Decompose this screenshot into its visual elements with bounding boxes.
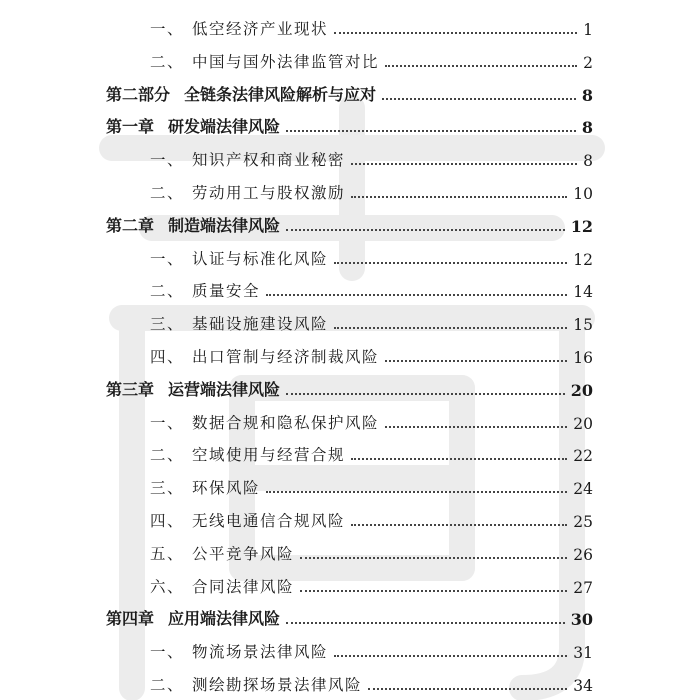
toc-entry-number: 四、: [150, 512, 185, 530]
toc-page-number: 10: [573, 185, 593, 203]
toc-entry-title: 中国与国外法律监管对比: [192, 52, 380, 71]
toc-page-number: 34: [573, 677, 593, 695]
toc-entry-number: 第二部分: [106, 84, 171, 104]
toc-dot-leader: [351, 458, 567, 460]
toc-entry[interactable]: [106, 603, 593, 629]
toc-entry[interactable]: [150, 275, 593, 301]
toc-page-number: 30: [570, 610, 593, 630]
toc-entry-number: 第一章: [106, 117, 155, 137]
toc-entry[interactable]: [106, 111, 593, 137]
toc-dot-leader: [382, 98, 576, 100]
toc-entry-title: 劳动用工与股权激励: [192, 184, 346, 202]
toc-dot-leader: [351, 524, 567, 526]
toc-entry-number: 三、: [150, 315, 185, 334]
toc-dot-leader: [334, 327, 567, 329]
toc-entry[interactable]: [150, 669, 593, 695]
toc-dot-leader: [385, 65, 577, 67]
toc-entry-title: 制造端法律风险: [168, 215, 281, 235]
toc-entry-number: 二、: [150, 52, 185, 71]
toc-page-number: 12: [573, 250, 593, 269]
toc-entry[interactable]: [150, 472, 593, 498]
toc-entry-number: 二、: [150, 446, 185, 465]
toc-page-number: 1: [583, 21, 593, 39]
toc-page-number: 12: [570, 216, 593, 236]
toc-page-number: 31: [573, 644, 593, 663]
toc-dot-leader: [334, 262, 567, 264]
toc-page-number: 25: [573, 513, 593, 531]
toc-dot-leader: [334, 32, 577, 34]
toc-entry[interactable]: [150, 571, 593, 597]
toc-dot-leader: [300, 557, 567, 559]
toc-entry-title: 数据合规和隐私保护风险: [192, 413, 380, 432]
toc-entry-number: 第二章: [106, 215, 155, 235]
toc-entry-title: 无线电通信合规风险: [192, 512, 346, 530]
toc-dot-leader: [286, 229, 565, 231]
toc-dot-leader: [300, 590, 567, 592]
toc-entry-title: 空域使用与经营合规: [192, 446, 346, 465]
toc-entry-title: 合同法律风险: [192, 577, 295, 596]
toc-page-number: 8: [581, 118, 593, 138]
toc-page-number: 8: [583, 152, 593, 171]
toc-dot-leader: [266, 491, 567, 493]
toc-dot-leader: [385, 360, 567, 362]
toc-page-number: 22: [573, 447, 593, 466]
toc-entry-number: 五、: [150, 544, 185, 563]
toc-entry-title: 质量安全: [192, 282, 261, 301]
toc-page-number: 15: [573, 316, 593, 335]
toc-entry-title: 低空经济产业现状: [192, 20, 329, 38]
toc-entry-title: 公平竞争风险: [192, 544, 295, 563]
toc-dot-leader: [334, 655, 567, 657]
toc-entry-title: 全链条法律风险解析与应对: [184, 84, 377, 104]
toc-entry-title: 基础设施建设风险: [192, 315, 329, 334]
toc-dot-leader: [385, 426, 567, 428]
toc-page-number: 24: [573, 480, 593, 499]
toc-entry-number: 第四章: [106, 609, 155, 629]
toc-dot-leader: [286, 622, 565, 624]
toc-dot-leader: [351, 196, 567, 198]
toc-entry-title: 认证与标准化风险: [192, 249, 329, 268]
toc-entry-title: 研发端法律风险: [168, 117, 281, 137]
toc-entry[interactable]: [150, 243, 593, 269]
toc-page-number: 27: [573, 578, 593, 597]
toc-entry-title: 应用端法律风险: [168, 609, 281, 629]
toc-page-number: 2: [583, 53, 593, 72]
toc-entry[interactable]: [150, 538, 593, 564]
toc-entry[interactable]: [106, 210, 593, 236]
toc-page-number: 14: [573, 283, 593, 302]
toc-dot-leader: [286, 130, 576, 132]
toc-entry-title: 运营端法律风险: [168, 379, 281, 399]
toc-dot-leader: [351, 163, 577, 165]
toc-entry-number: 第三章: [106, 379, 155, 399]
toc-page-number: 20: [573, 414, 593, 433]
toc-entry[interactable]: [150, 636, 593, 662]
toc-page-number: 20: [570, 380, 593, 400]
toc-entry[interactable]: [150, 308, 593, 334]
toc-dot-leader: [266, 294, 567, 296]
toc-entry-number: 二、: [150, 184, 185, 202]
toc-entry[interactable]: [150, 177, 593, 203]
toc-entry-number: 一、: [150, 249, 185, 268]
toc-entry-number: 三、: [150, 479, 185, 498]
toc-entry-title: 环保风险: [192, 479, 261, 498]
toc-entry[interactable]: [150, 439, 593, 465]
toc-entry[interactable]: [106, 374, 593, 400]
toc-entry-number: 六、: [150, 577, 185, 596]
toc-entry-title: 出口管制与经济制裁风险: [192, 348, 380, 366]
toc-entry-number: 四、: [150, 348, 185, 366]
toc-entry-title: 物流场景法律风险: [192, 643, 329, 662]
toc-entry[interactable]: [150, 505, 593, 531]
toc-entry-title: 知识产权和商业秘密: [192, 151, 346, 170]
toc-dot-leader: [368, 688, 567, 690]
toc-entry-number: 一、: [150, 151, 185, 170]
toc-page-number: 8: [581, 85, 593, 105]
toc-entry[interactable]: [106, 79, 593, 105]
toc-entry-number: 一、: [150, 643, 185, 662]
toc-entry[interactable]: [150, 144, 593, 170]
toc-entry[interactable]: [150, 407, 593, 433]
toc-dot-leader: [286, 393, 565, 395]
toc-entry-number: 二、: [150, 282, 185, 301]
toc-entry[interactable]: [150, 13, 593, 39]
toc-page-number: 26: [573, 545, 593, 564]
toc-entry-number: 一、: [150, 20, 185, 38]
toc-entry[interactable]: [150, 341, 593, 367]
toc-entry-title: 测绘勘探场景法律风险: [192, 676, 363, 694]
toc-entry-number: 二、: [150, 676, 185, 694]
toc-entry-number: 一、: [150, 413, 185, 432]
toc-entry[interactable]: [150, 46, 593, 72]
toc-page-number: 16: [573, 349, 593, 367]
